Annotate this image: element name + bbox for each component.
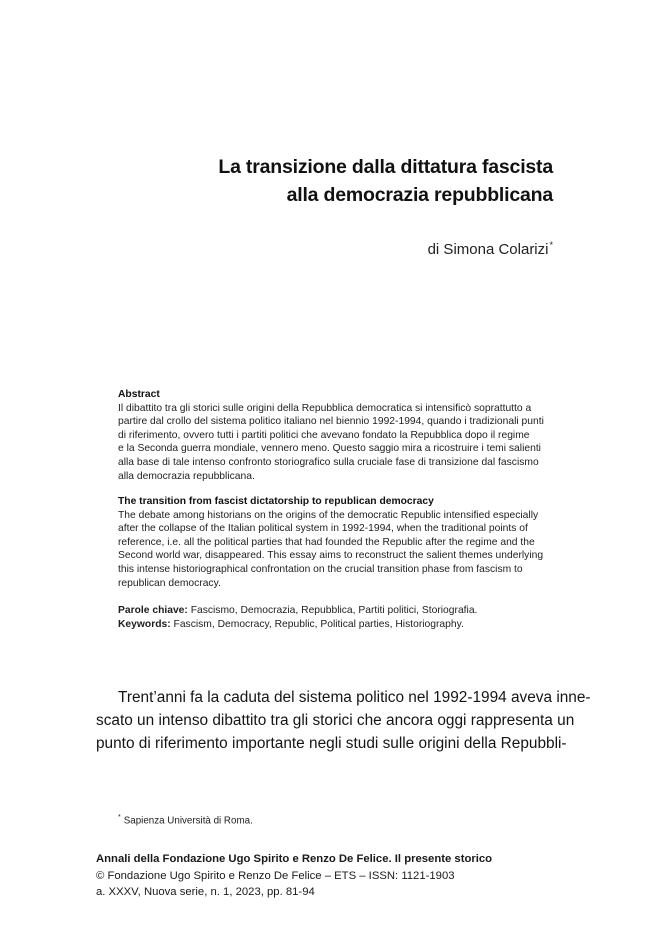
abstract-it-line: e la Seconda guerra mondiale, vennero meno. Questo saggio mira a ricostruire i temi salienti (118, 443, 541, 455)
author-byline (428, 240, 553, 258)
keywords-en-label: Keywords: (118, 619, 171, 630)
footnote (118, 814, 253, 826)
keywords-it-value: Fascismo, Democrazia, Repubblica, Partiti politici, Storiografia. (190, 605, 478, 616)
journal-info (96, 851, 492, 901)
article-title (218, 153, 553, 209)
keywords-italian (118, 604, 554, 618)
keywords-english (118, 618, 554, 632)
abstract-english (118, 495, 554, 590)
abstract-en-line: reference, i.e. all the political parties that had founded the Republic after the regime and the (118, 536, 535, 548)
body-line: scato un intenso dibattito tra gli storici che ancora oggi rappresenta un (96, 712, 575, 729)
footnote-text: Sapienza Università di Roma. (123, 815, 253, 827)
abstract-it-line: alla base di tale intenso confronto storiografico sulla cruciale fase di transizione dal fascismo (118, 456, 539, 468)
abstract-it-heading: Abstract (118, 389, 160, 400)
journal-copyright: © Fondazione Ugo Spirito e Renzo De Felice – ETS – ISSN: 1121-1903 (96, 869, 455, 882)
keywords-en-value: Fascism, Democracy, Republic, Political parties, Historiography. (173, 619, 464, 630)
abstract-italian (118, 388, 554, 483)
abstract-en-line: republican democracy. (118, 577, 221, 589)
body-line: punto di riferimento importante negli studi sulle origini della Repubbli- (96, 735, 567, 752)
abstract-en-heading: The transition from fascist dictatorship to republican democracy (118, 496, 434, 507)
abstract-it-line: partire dal crollo del sistema politico italiano nel biennio 1992-1994, quando i tradizionali punti (118, 416, 544, 428)
footnote-mark: * (118, 814, 121, 821)
journal-issue: a. XXXV, Nuova serie, n. 1, 2023, pp. 81-94 (96, 886, 315, 898)
abstract-en-line: The debate among historians on the origins of the democratic Republic intensified especially (118, 509, 539, 521)
keywords-it-label: Parole chiave: (118, 605, 188, 616)
author-name: di Simona Colarizi (427, 241, 549, 258)
title-line-1: La transizione dalla dittatura fascista (218, 156, 553, 178)
abstract-it-line: Il dibattito tra gli storici sulle origini della Repubblica democratica si intensificò soprattutto a (118, 402, 532, 414)
author-footnote-mark: * (549, 240, 553, 250)
keywords-block (118, 604, 554, 632)
abstract-it-line: alla democrazia repubblicana. (118, 470, 255, 482)
abstract-en-line: this intense historiographical confrontation on the crucial transition phase from fascism to (118, 563, 523, 575)
body-text (96, 686, 591, 755)
body-line: Trent’anni fa la caduta del sistema politico nel 1992-1994 aveva inne- (118, 689, 591, 706)
abstract-en-line: after the collapse of the Italian political system in 1992-1994, when the traditional points of (118, 523, 528, 535)
title-line-2: alla democrazia repubblicana (286, 184, 553, 206)
abstract-it-line: di riferimento, ovvero tutti i partiti politici che avevano fondato la Repubblica dopo il regime (118, 429, 530, 441)
abstract-en-line: Second world war, disappeared. This essay aims to reconstruct the salient themes underlying (118, 550, 544, 562)
journal-title: Annali della Fondazione Ugo Spirito e Renzo De Felice. Il presente storico (96, 853, 493, 865)
